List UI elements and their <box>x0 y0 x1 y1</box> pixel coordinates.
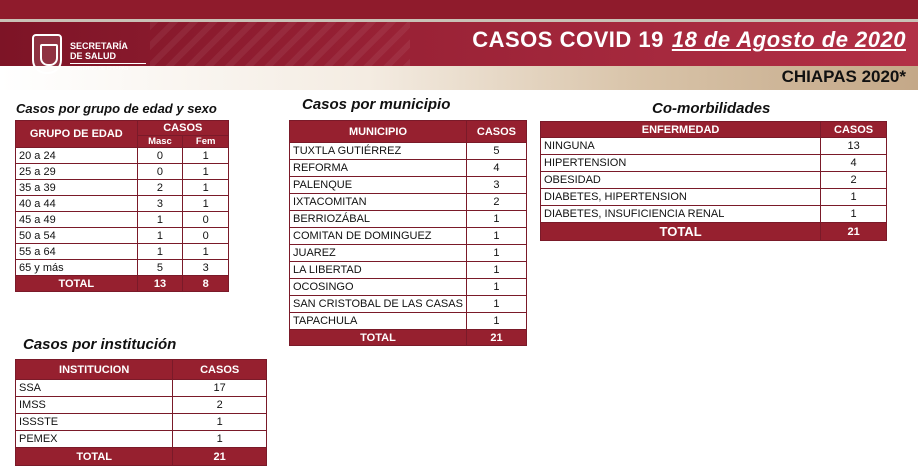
municipio-name: BERRIOZÁBAL <box>290 211 467 228</box>
logo-line1: SECRETARÍA <box>70 41 128 51</box>
municipio-name: SAN CRISTOBAL DE LAS CASAS <box>290 296 467 313</box>
cases-header: CASOS <box>137 121 228 136</box>
table-row <box>290 228 527 245</box>
table-row <box>541 189 887 206</box>
age-group: 25 a 29 <box>16 164 138 180</box>
total-fem: 8 <box>183 276 229 292</box>
municipio-name: JUAREZ <box>290 245 467 262</box>
institution-cases: 2 <box>173 397 267 414</box>
banner-pattern <box>150 22 410 66</box>
table-row <box>16 148 229 164</box>
disease-name: DIABETES, HIPERTENSION <box>541 189 821 206</box>
report-date: 18 de Agosto de 2020 <box>671 27 906 52</box>
age-group-header: GRUPO DE EDAD <box>16 121 138 148</box>
municipio-cases: 1 <box>466 313 526 330</box>
municipio-title: Casos por municipio <box>302 96 451 113</box>
municipio-cases: 5 <box>466 143 526 160</box>
table-row <box>541 172 887 189</box>
institution-cases: 17 <box>173 380 267 397</box>
shield-icon <box>32 34 62 74</box>
comorbidities-table <box>540 121 887 241</box>
table-row <box>16 244 229 260</box>
masc-header: Masc <box>137 136 183 148</box>
age-group: 35 a 39 <box>16 180 138 196</box>
masc-count: 2 <box>137 180 183 196</box>
disease-name: HIPERTENSION <box>541 155 821 172</box>
municipio-name: TAPACHULA <box>290 313 467 330</box>
total-label: TOTAL <box>16 276 138 292</box>
institution-title: Casos por institución <box>23 336 177 353</box>
age-group: 55 a 64 <box>16 244 138 260</box>
fem-count: 1 <box>183 180 229 196</box>
table-row <box>290 160 527 177</box>
municipio-cases: 2 <box>466 194 526 211</box>
fem-count: 0 <box>183 228 229 244</box>
total-cases: 21 <box>821 223 887 241</box>
table-row <box>16 228 229 244</box>
fem-count: 1 <box>183 164 229 180</box>
table-row <box>290 245 527 262</box>
municipio-cases: 1 <box>466 245 526 262</box>
masc-count: 0 <box>137 164 183 180</box>
disease-header: ENFERMEDAD <box>541 122 821 138</box>
table-row <box>541 155 887 172</box>
disease-cases: 1 <box>821 189 887 206</box>
municipio-name: TUXTLA GUTIÉRREZ <box>290 143 467 160</box>
institution-name: PEMEX <box>16 431 173 448</box>
table-row <box>290 279 527 296</box>
table-row <box>16 414 267 431</box>
fem-header: Fem <box>183 136 229 148</box>
table-row <box>16 260 229 276</box>
age-group: 45 a 49 <box>16 212 138 228</box>
fem-count: 1 <box>183 148 229 164</box>
table-row <box>16 397 267 414</box>
total-label: TOTAL <box>290 330 467 346</box>
age-group: 65 y más <box>16 260 138 276</box>
total-cases: 21 <box>173 448 267 466</box>
comorbidity-cases-header: CASOS <box>821 122 887 138</box>
table-row <box>290 313 527 330</box>
table-row <box>290 177 527 194</box>
municipio-name: IXTACOMITAN <box>290 194 467 211</box>
municipio-name: PALENQUE <box>290 177 467 194</box>
municipio-name: REFORMA <box>290 160 467 177</box>
institution-name: ISSSTE <box>16 414 173 431</box>
fem-count: 0 <box>183 212 229 228</box>
total-cases: 21 <box>466 330 526 346</box>
age-group: 40 a 44 <box>16 196 138 212</box>
page-title <box>472 27 906 53</box>
table-row <box>290 296 527 313</box>
top-bar <box>0 0 918 19</box>
municipio-cases: 1 <box>466 211 526 228</box>
total-row <box>290 330 527 346</box>
fem-count: 3 <box>183 260 229 276</box>
table-row <box>290 262 527 279</box>
title-text: CASOS COVID 19 <box>472 27 664 52</box>
masc-count: 1 <box>137 244 183 260</box>
total-masc: 13 <box>137 276 183 292</box>
municipio-cases: 1 <box>466 296 526 313</box>
fem-count: 1 <box>183 244 229 260</box>
logo-divider <box>70 63 146 64</box>
table-row <box>16 380 267 397</box>
institution-cases: 1 <box>173 414 267 431</box>
municipio-cases: 3 <box>466 177 526 194</box>
disease-cases: 1 <box>821 206 887 223</box>
municipio-cases: 1 <box>466 279 526 296</box>
institution-header: INSTITUCION <box>16 360 173 380</box>
table-row <box>290 194 527 211</box>
disease-cases: 4 <box>821 155 887 172</box>
total-row <box>16 276 229 292</box>
institution-cases-header: CASOS <box>173 360 267 380</box>
table-row <box>16 164 229 180</box>
municipio-cases-header: CASOS <box>466 121 526 143</box>
secretaria-salud-logo <box>32 34 152 76</box>
disease-cases: 13 <box>821 138 887 155</box>
fem-count: 1 <box>183 196 229 212</box>
municipio-cases: 1 <box>466 262 526 279</box>
institution-cases: 1 <box>173 431 267 448</box>
total-label: TOTAL <box>541 223 821 241</box>
municipio-name: COMITAN DE DOMINGUEZ <box>290 228 467 245</box>
municipio-table <box>289 120 527 346</box>
disease-name: DIABETES, INSUFICIENCIA RENAL <box>541 206 821 223</box>
comorbidities-title: Co-morbilidades <box>652 100 771 117</box>
municipio-cases: 4 <box>466 160 526 177</box>
table-row <box>16 431 267 448</box>
table-row <box>16 212 229 228</box>
municipio-cases: 1 <box>466 228 526 245</box>
institution-name: IMSS <box>16 397 173 414</box>
municipio-name: LA LIBERTAD <box>290 262 467 279</box>
table-row <box>16 180 229 196</box>
total-row <box>16 448 267 466</box>
table-row <box>541 138 887 155</box>
disease-name: NINGUNA <box>541 138 821 155</box>
masc-count: 1 <box>137 228 183 244</box>
masc-count: 3 <box>137 196 183 212</box>
table-row <box>290 143 527 160</box>
institution-table <box>15 359 267 466</box>
table-row <box>541 206 887 223</box>
masc-count: 5 <box>137 260 183 276</box>
state-label: CHIAPAS 2020* <box>781 67 906 86</box>
disease-cases: 2 <box>821 172 887 189</box>
age-sex-table <box>15 120 229 292</box>
masc-count: 1 <box>137 212 183 228</box>
institution-name: SSA <box>16 380 173 397</box>
total-label: TOTAL <box>16 448 173 466</box>
table-row <box>290 211 527 228</box>
disease-name: OBESIDAD <box>541 172 821 189</box>
table-row <box>16 196 229 212</box>
logo-line3: GOBIERNO DE CHIAPAS <box>70 66 129 72</box>
municipio-name: OCOSINGO <box>290 279 467 296</box>
age-group: 20 a 24 <box>16 148 138 164</box>
age-group: 50 a 54 <box>16 228 138 244</box>
municipio-header: MUNICIPIO <box>290 121 467 143</box>
masc-count: 0 <box>137 148 183 164</box>
age-sex-title: Casos por grupo de edad y sexo <box>16 101 217 116</box>
logo-line2: DE SALUD <box>70 51 117 61</box>
total-row <box>541 223 887 241</box>
